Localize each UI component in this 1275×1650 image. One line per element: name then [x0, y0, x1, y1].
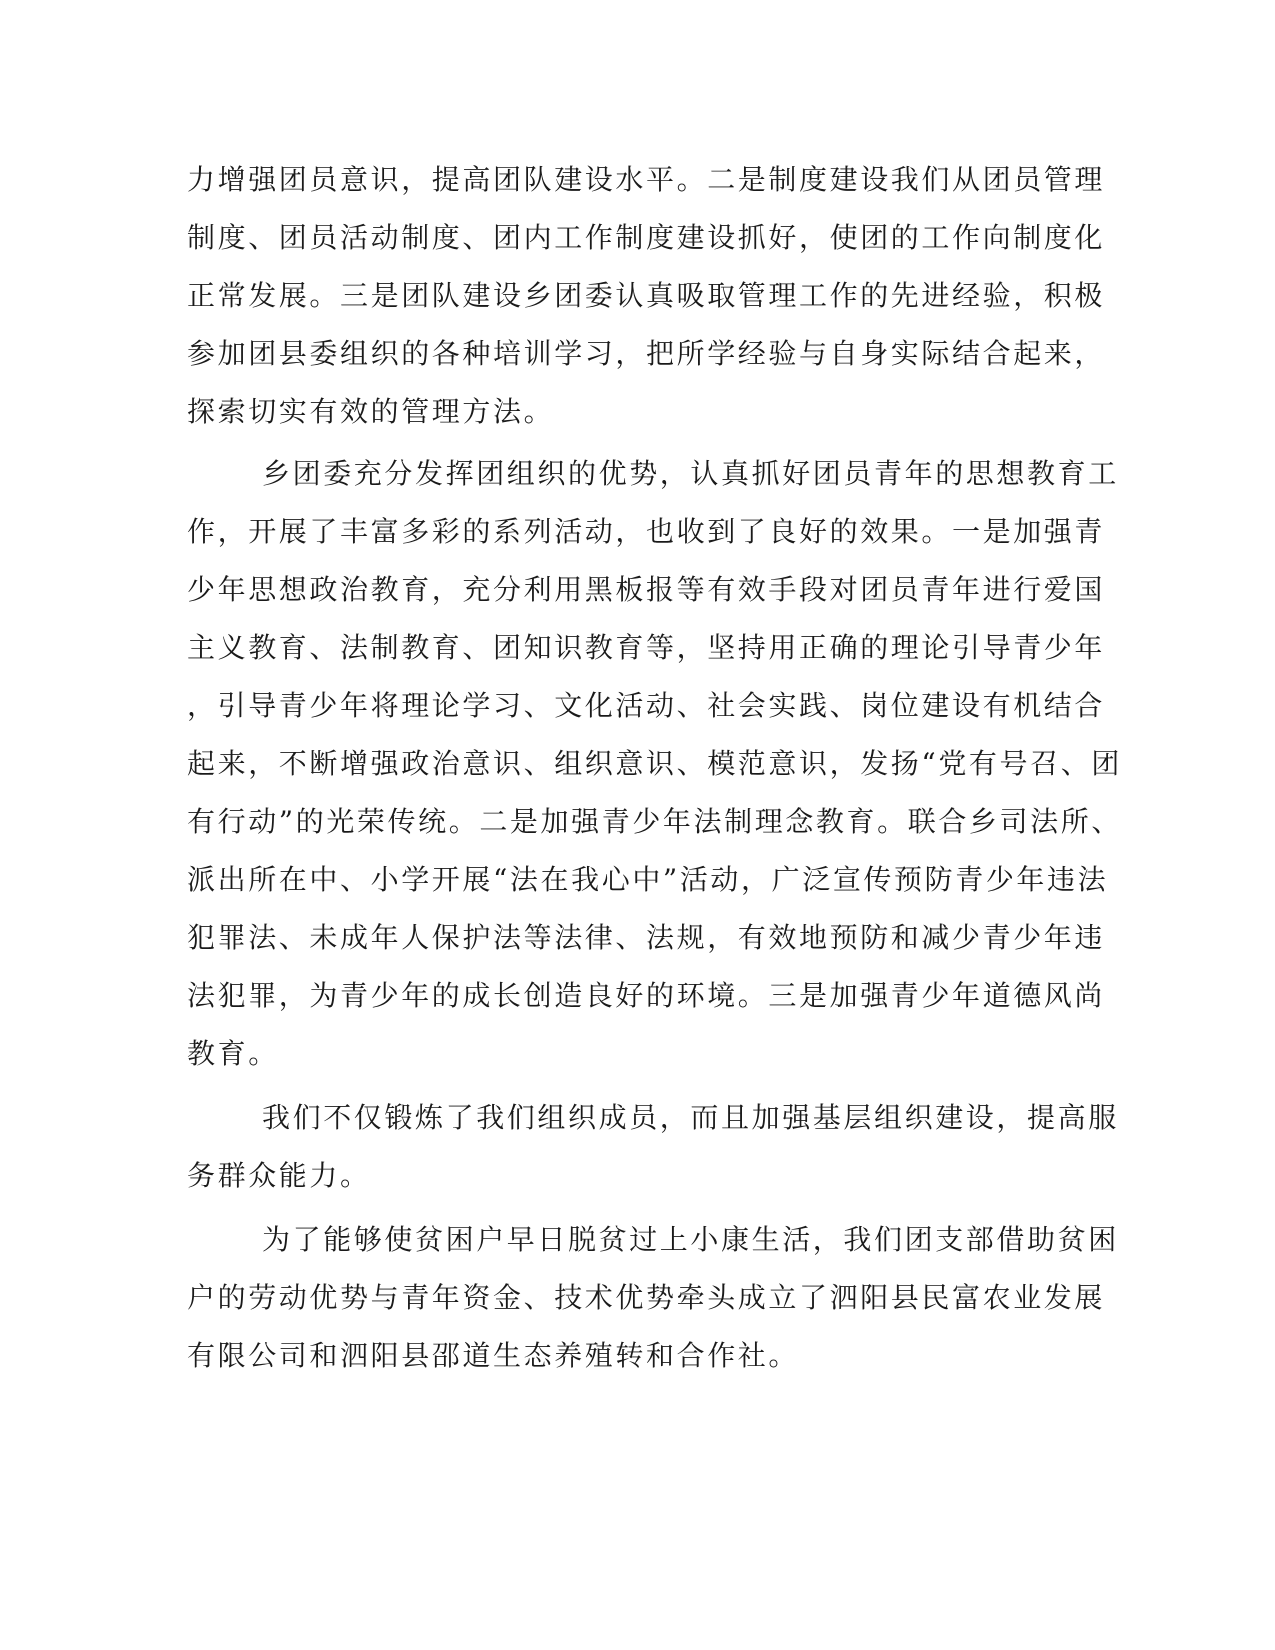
paragraph-4-line-1: 为了能够使贫困户早日脱贫过上小康生活，我们团支部借助贫困 — [262, 1223, 1119, 1256]
paragraph-1-line-3: 正常发展。三是团队建设乡团委认真吸取管理工作的先进经验，积极 — [187, 279, 1106, 312]
paragraph-1-line-4: 参加团县委组织的各种培训学习，把所学经验与自身实际结合起来， — [187, 337, 1106, 370]
paragraph-1-line-5: 探索切实有效的管理方法。 — [187, 395, 555, 428]
paragraph-2-line-1: 乡团委充分发挥团组织的优势，认真抓好团员青年的思想教育工 — [262, 457, 1119, 490]
paragraph-4-line-2: 户的劳动优势与青年资金、技术优势牵头成立了泗阳县民富农业发展 — [187, 1281, 1106, 1314]
paragraph-2-line-6: 起来，不断增强政治意识、组织意识、模范意识，发扬“党有号召、团 — [187, 747, 1122, 780]
paragraph-2-line-10: 法犯罪，为青少年的成长创造良好的环境。三是加强青少年道德风尚 — [187, 979, 1106, 1012]
paragraph-2-line-4: 主义教育、法制教育、团知识教育等，坚持用正确的理论引导青少年 — [187, 631, 1106, 664]
paragraph-1-line-1: 力增强团员意识，提高团队建设水平。二是制度建设我们从团员管理 — [187, 163, 1106, 196]
paragraph-2-line-3: 少年思想政治教育，充分利用黑板报等有效手段对团员青年进行爱国 — [187, 573, 1106, 606]
paragraph-2-line-5: ，引导青少年将理论学习、文化活动、社会实践、岗位建设有机结合 — [187, 689, 1106, 722]
paragraph-2-line-8: 派出所在中、小学开展“法在我心中”活动，广泛宣传预防青少年违法 — [187, 863, 1109, 896]
paragraph-2-line-2: 作，开展了丰富多彩的系列活动，也收到了良好的效果。一是加强青 — [187, 515, 1106, 548]
paragraph-2-line-7: 有行动”的光荣传统。二是加强青少年法制理念教育。联合乡司法所、 — [187, 805, 1122, 838]
paragraph-4-line-3: 有限公司和泗阳县邵道生态养殖转和合作社。 — [187, 1339, 800, 1372]
paragraph-2-line-9: 犯罪法、未成年人保护法等法律、法规，有效地预防和减少青少年违 — [187, 921, 1106, 954]
paragraph-3-line-2: 务群众能力。 — [187, 1159, 371, 1192]
paragraph-2-line-11: 教育。 — [187, 1037, 279, 1070]
paragraph-1-line-2: 制度、团员活动制度、团内工作制度建设抓好，使团的工作向制度化 — [187, 221, 1106, 254]
paragraph-3-line-1: 我们不仅锻炼了我们组织成员，而且加强基层组织建设，提高服 — [262, 1101, 1119, 1134]
